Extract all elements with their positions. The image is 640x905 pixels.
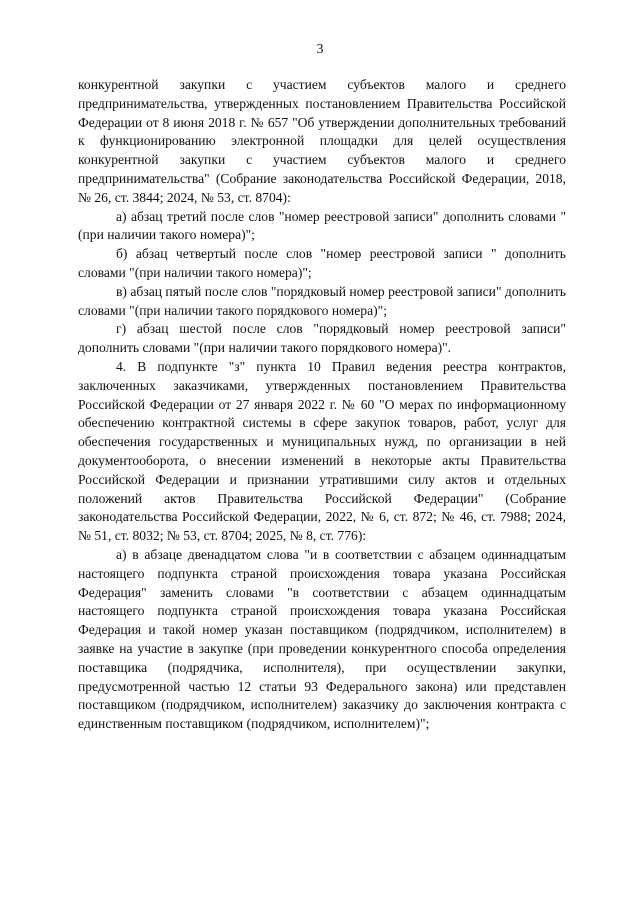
paragraph-continuation: конкурентной закупки с участием субъектов малого и среднего предпринимательства, утвержденных постановлением Правительства Российской Федерации от 8 июня 2018 г. № 657 "Об утверждении дополнительных требований к функционированию электронной площадки для целей осуществления конкурентной закупки с участием субъектов малого и среднего предпринимательства" (Собрание законодательства Российской Федерации, 2018, № 26, ст. 3844; 2024, № 53, ст. 8704): — [78, 77, 566, 205]
page-number: 3 — [316, 42, 324, 57]
paragraph-subitem-g: г) абзац шестой после слов "порядковый номер реестровой записи" дополнить словами "(при наличии такого порядкового номера)". — [78, 321, 566, 356]
paragraph-item-4-subitem-a: а) в абзаце двенадцатом слова "и в соответствии с абзацем одиннадцатым настоящего подпункта страной происхождения товара указана Российская Федерация" заменить словами "в соответствии с абзацем одиннадцатым настоящего подпункта страной происхождения товара указана Российская Федерация и такой номер указан поставщиком (подрядчиком, исполнителем) в заявке на участие в закупке (при проведении конкурентного способа определения поставщика (подрядчика, исполнителя), при осуществлении закупки, предусмотренной частью 12 статьи 93 Федерального закона) или представлен поставщиком (подрядчиком, исполнителем) заказчику до заключения контракта с единственным поставщиком (подрядчиком, исполнителем)"; — [78, 546, 566, 732]
paragraph-subitem-v: в) абзац пятый после слов "порядковый номер реестровой записи" дополнить словами "(при наличии такого порядкового номера)"; — [78, 283, 566, 318]
paragraph-subitem-b: б) абзац четвертый после слов "номер реестровой записи " дополнить словами "(при наличии такого номера)"; — [78, 246, 566, 280]
document-body — [78, 76, 566, 734]
paragraph-subitem-a: а) абзац третий после слов "номер реестровой записи" дополнить словами "(при наличии такого номера)"; — [78, 208, 566, 243]
paragraph-item-4: 4. В подпункте "з" пункта 10 Правил ведения реестра контрактов, заключенных заказчиками, утвержденных постановлением Правительства Российской Федерации от 27 января 2022 г. № 60 "О мерах по информационному обеспечению контрактной системы в сфере закупок товаров, работ, услуг для обеспечения государственных и муниципальных нужд, по организации в ней документооборота, о внесении изменений в некоторые акты Правительства Российской Федерации и признании утратившими силу актов и отдельных положений актов Правительства Российской Федерации" (Собрание законодательства Российской Федерации, 2022, № 6, ст. 872; № 46, ст. 7988; 2024, № 51, ст. 8032; № 53, ст. 8704; 2025, № 8, ст. 776): — [78, 358, 566, 544]
